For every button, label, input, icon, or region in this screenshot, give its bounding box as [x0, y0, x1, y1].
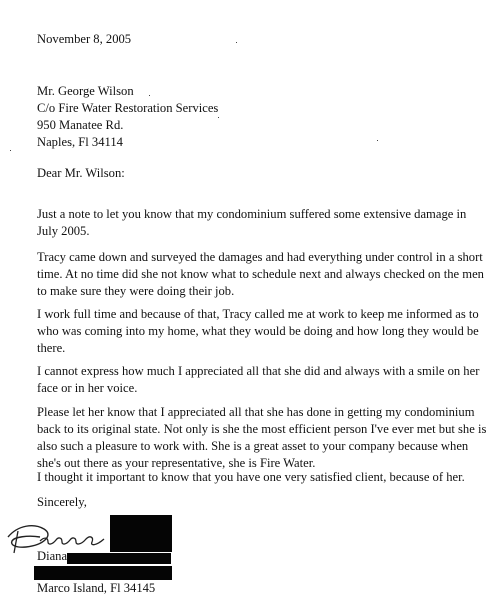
redacted-signature-block — [110, 515, 172, 552]
paragraph-line: to make sure they were doing their job. — [37, 284, 235, 298]
scan-speck — [218, 117, 219, 118]
paragraph-line: she's out there as your representative, she is Fire Water. — [37, 456, 316, 470]
paragraph-line: Tracy came down and surveyed the damages and had everything under control in a short — [37, 250, 483, 264]
recipient-city: Naples, Fl 34114 — [37, 135, 123, 149]
scan-speck — [377, 140, 378, 141]
paragraph-line: also such a pleasure to work with. She is a great asset to your company because when — [37, 439, 469, 453]
paragraph-line: I cannot express how much I appreciated all that she did and always with a smile on her — [37, 364, 480, 378]
paragraph-4 — [37, 363, 485, 397]
scan-speck — [236, 42, 237, 43]
paragraph-5 — [37, 404, 485, 472]
paragraph-line: who was coming into my home, what they would be doing and how long they would be — [37, 324, 479, 338]
recipient-address — [37, 83, 485, 151]
scan-speck — [10, 150, 11, 151]
recipient-street: 950 Manatee Rd. — [37, 118, 124, 132]
paragraph-line: back to its original state. Not only is she the most efficient person I've ever met but she is — [37, 422, 487, 436]
paragraph-line: Just a note to let you know that my condominium suffered some extensive damage in — [37, 207, 467, 221]
salutation: Dear Mr. Wilson: — [37, 166, 125, 180]
closing: Sincerely, — [37, 495, 87, 509]
paragraph-line: I work full time and because of that, Tracy called me at work to keep me informed as to — [37, 307, 479, 321]
scan-speck — [149, 95, 150, 96]
paragraph-1 — [37, 206, 485, 240]
paragraph-3 — [37, 306, 485, 357]
paragraph-6 — [37, 469, 485, 486]
recipient-company: C/o Fire Water Restoration Services — [37, 101, 219, 115]
paragraph-2 — [37, 249, 485, 300]
signer-city-line: Marco Island, Fl 34145 — [37, 581, 156, 595]
redacted-surname — [67, 553, 171, 564]
paragraph-line: Please let her know that I appreciated all that she has done in getting my condominium — [37, 405, 475, 419]
redacted-street-address — [34, 566, 172, 580]
recipient-name: Mr. George Wilson — [37, 84, 134, 98]
paragraph-line: I thought it important to know that you have one very satisfied client, because of her. — [37, 470, 465, 484]
paragraph-line: face or in her voice. — [37, 381, 138, 395]
paragraph-line: July 2005. — [37, 224, 90, 238]
letter-date: November 8, 2005 — [37, 32, 132, 46]
paragraph-line: time. At no time did she not know what to schedule next and always checked on the men — [37, 267, 484, 281]
paragraph-line: there. — [37, 341, 66, 355]
signer-first-name: Diana — [37, 549, 68, 563]
